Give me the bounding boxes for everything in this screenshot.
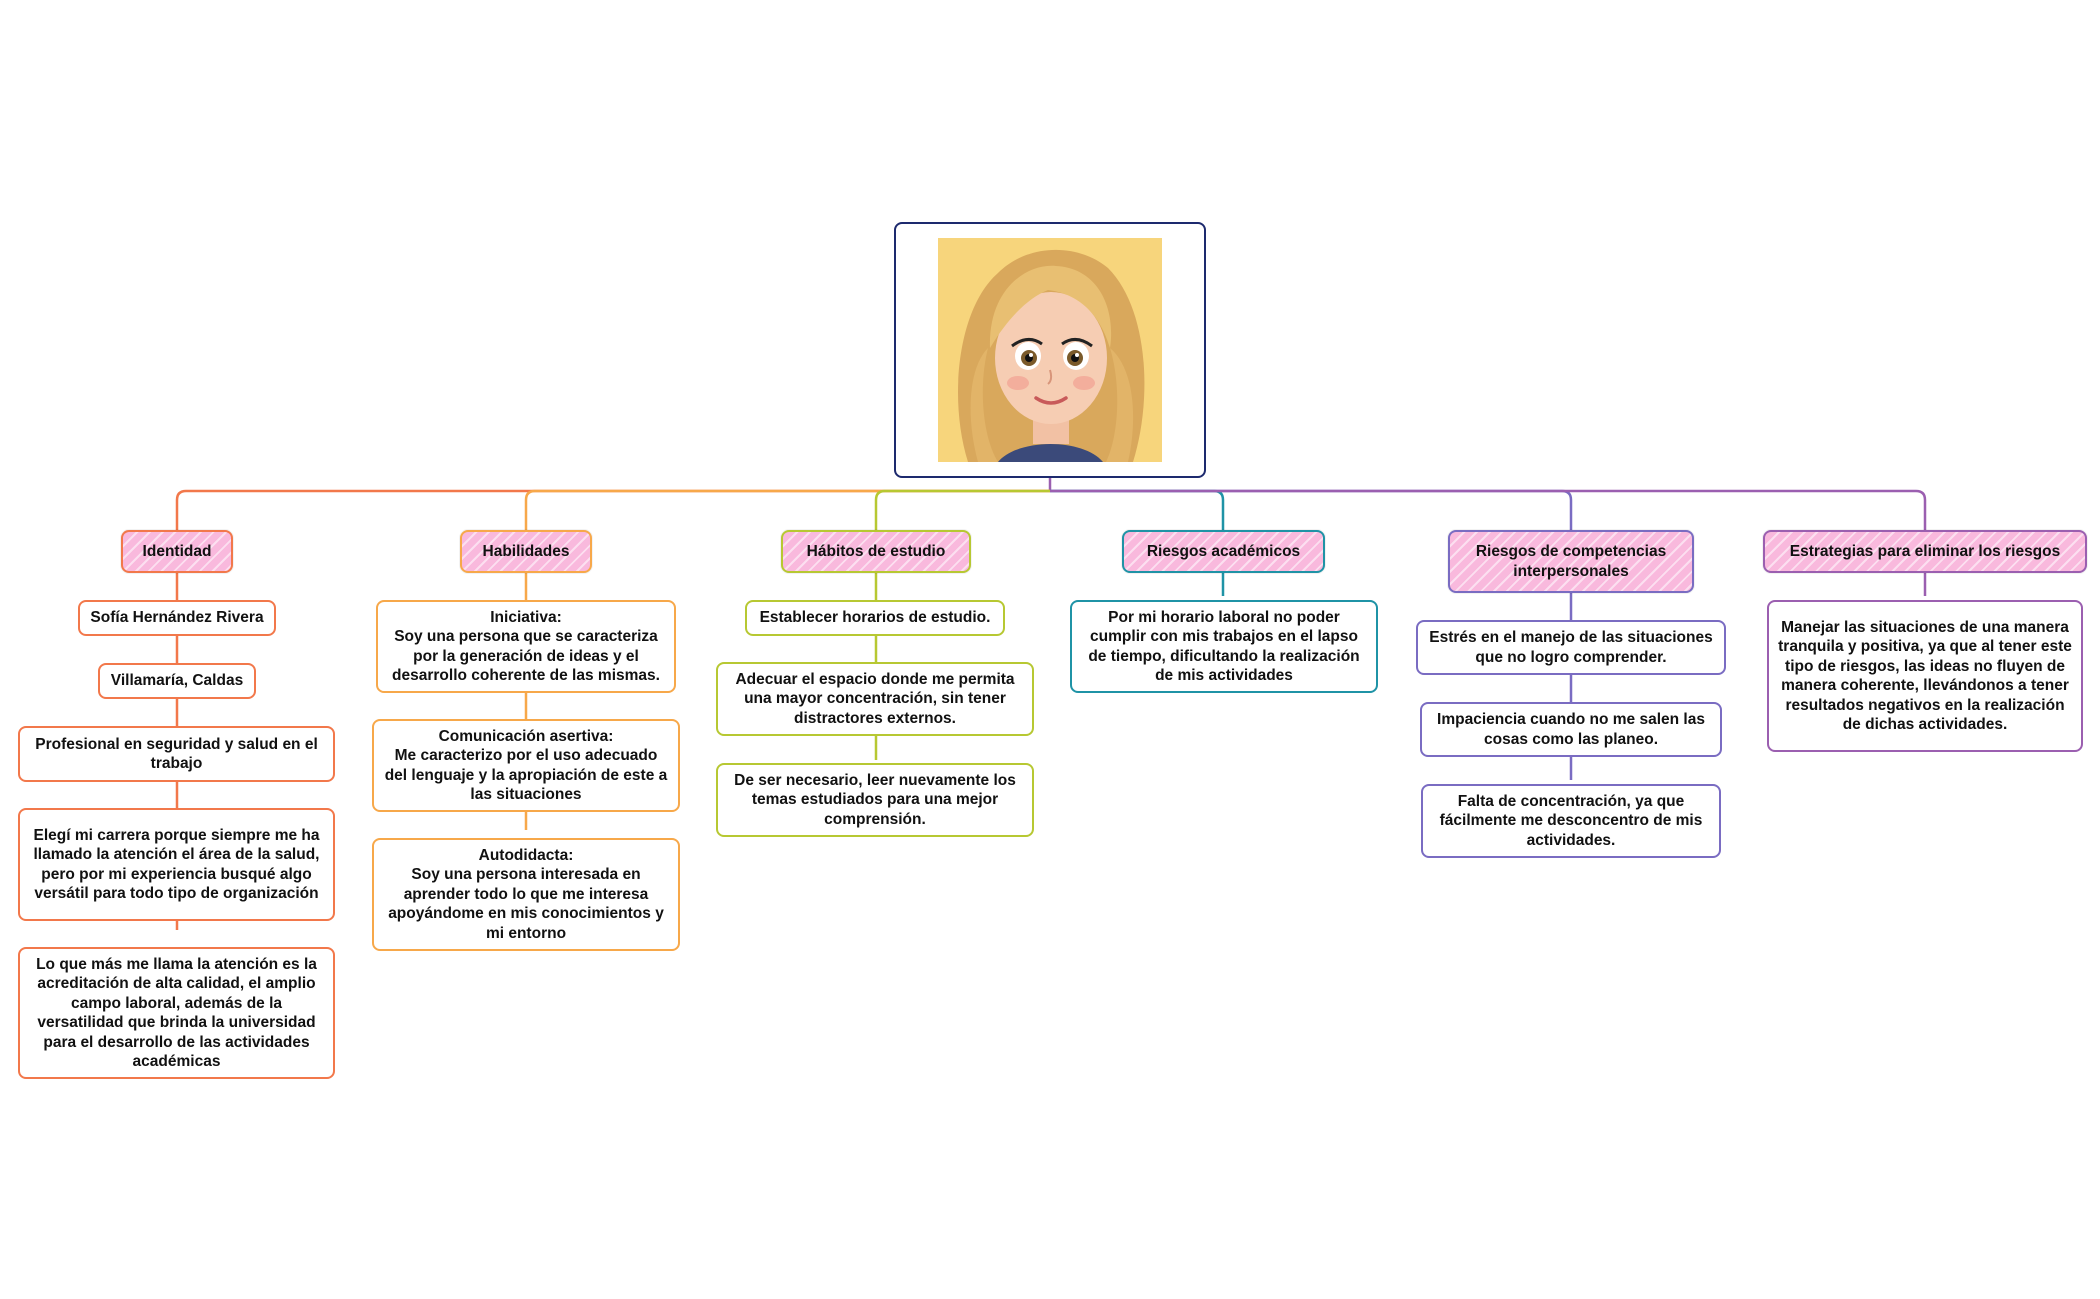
identidad-item[interactable]: Lo que más me llama la atención es la acreditación de alta calidad, el amplio campo laboral, además de la versatilidad que brinda la universidad para el desarrollo de las actividades académicas [18,947,335,1079]
branch-habitos-de-estudio[interactable]: Hábitos de estudio [781,530,971,573]
identidad-item[interactable]: Profesional en seguridad y salud en el trabajo [18,726,335,782]
branch-riesgos-academicos[interactable]: Riesgos académicos [1122,530,1325,573]
habilidades-item[interactable]: Autodidacta: Soy una persona interesada en aprender todo lo que me interesa apoyándome en mis conocimientos y mi entorno [372,838,680,951]
riesgos-competencias-item[interactable]: Estrés en el manejo de las situaciones que no logro comprender. [1416,620,1726,675]
riesgos-academicos-item[interactable]: Por mi horario laboral no poder cumplir con mis trabajos en el lapso de tiempo, dificultando la realización de mis actividades [1070,600,1378,693]
habitos-item[interactable]: Establecer horarios de estudio. [745,600,1005,636]
habitos-item[interactable]: Adecuar el espacio donde me permita una mayor concentración, sin tener distractores externos. [716,662,1034,736]
identidad-item[interactable]: Elegí mi carrera porque siempre me ha llamado la atención el área de la salud, pero por mi experiencia busqué algo versátil para todo tipo de organización [18,808,335,921]
habilidades-item[interactable]: Comunicación asertiva: Me caracterizo por el uso adecuado del lenguaje y la apropiación de este a las situaciones [372,719,680,812]
branch-habilidades[interactable]: Habilidades [460,530,592,573]
branch-riesgos-competencias[interactable]: Riesgos de competencias interpersonales [1448,530,1694,593]
riesgos-competencias-item[interactable]: Impaciencia cuando no me salen las cosas como las planeo. [1420,702,1722,757]
habilidades-item[interactable]: Iniciativa: Soy una persona que se caracteriza por la generación de ideas y el desarrollo coherente de las mismas. [376,600,676,693]
riesgos-competencias-item[interactable]: Falta de concentración, ya que fácilmente me desconcentro de mis actividades. [1421,784,1721,858]
avatar [938,238,1162,462]
branch-identidad[interactable]: Identidad [121,530,233,573]
identidad-item[interactable]: Villamaría, Caldas [98,663,256,699]
estrategias-item[interactable]: Manejar las situaciones de una manera tranquila y positiva, ya que al tener este tipo de riesgos, las ideas no fluyen de manera coherente, llevándonos a tener resultados negativos en la realización de dichas actividades. [1767,600,2083,752]
branch-estrategias[interactable]: Estrategias para eliminar los riesgos [1763,530,2087,573]
identidad-item[interactable]: Sofía Hernández Rivera [78,600,276,636]
habitos-item[interactable]: De ser necesario, leer nuevamente los temas estudiados para una mejor comprensión. [716,763,1034,837]
